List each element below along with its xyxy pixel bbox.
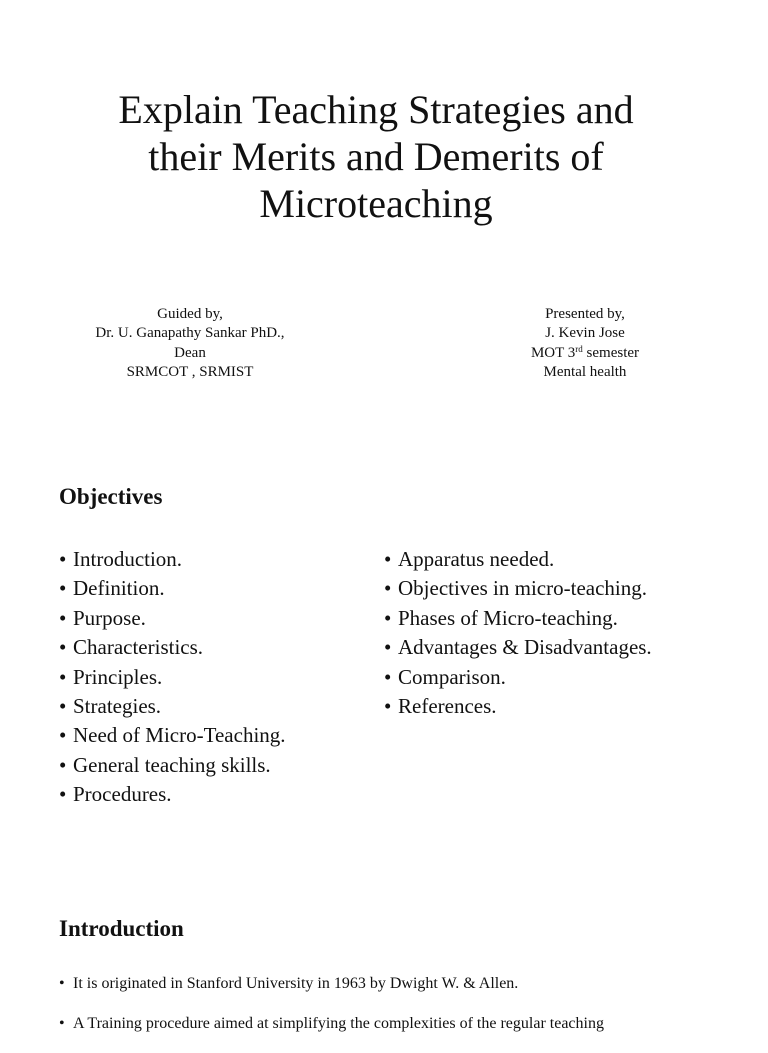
- bullet: •: [59, 547, 67, 571]
- list-item-text: Apparatus needed.: [398, 547, 555, 571]
- list-item: [384, 545, 652, 574]
- list-item: [59, 663, 286, 692]
- list-item: [59, 604, 286, 633]
- bullet: •: [59, 635, 67, 660]
- list-item: [384, 663, 652, 692]
- guided-label: Guided by,: [157, 306, 223, 322]
- list-item: [59, 545, 286, 574]
- presented-label: Presented by,: [545, 306, 625, 322]
- objectives-list-right: [384, 545, 652, 721]
- list-item-text: Purpose.: [73, 605, 146, 630]
- bullet: •: [59, 752, 67, 777]
- list-item: [59, 633, 286, 662]
- list-item: [59, 973, 719, 995]
- objectives-heading: Objectives: [59, 484, 163, 509]
- bullet: •: [384, 664, 392, 689]
- bullet: •: [384, 547, 392, 571]
- list-item: [59, 780, 286, 809]
- list-item-text: Introduction.: [73, 547, 183, 571]
- bullet: •: [384, 635, 392, 660]
- list-item-text: Advantages & Disadvantages.: [398, 635, 652, 660]
- list-item-text: Comparison.: [398, 664, 506, 689]
- list-item: [59, 721, 286, 750]
- bullet: •: [59, 1015, 65, 1032]
- guided-by-block: [60, 305, 320, 382]
- presented-by-block: [480, 305, 690, 382]
- list-item-text: Procedures.: [73, 782, 172, 807]
- objectives-list-left: [59, 545, 286, 810]
- slide-title: [60, 86, 692, 227]
- bullet: •: [59, 782, 67, 807]
- presenter-course: [480, 344, 690, 363]
- list-item-text: It is originated in Stanford University in 1963 by Dwight W. & Allen.: [73, 975, 519, 992]
- presenter-name: J. Kevin Jose: [545, 325, 625, 342]
- list-item-text: Characteristics.: [73, 635, 204, 660]
- list-item-text: Definition.: [73, 576, 165, 601]
- bullet: •: [384, 694, 392, 719]
- guide-institution: SRMCOT , SRMIST: [126, 363, 254, 380]
- bullet: •: [384, 576, 392, 601]
- list-item: [384, 633, 652, 662]
- list-item: [59, 751, 286, 780]
- list-item-text: Need of Micro-Teaching.: [73, 723, 286, 748]
- introduction-list: [59, 973, 719, 1053]
- title-line: Explain Teaching Strategies and: [118, 87, 634, 132]
- ordinal-suffix: rd: [575, 343, 583, 354]
- list-item: [384, 692, 652, 721]
- bullet: •: [59, 723, 67, 748]
- introduction-heading: Introduction: [59, 916, 184, 941]
- bullet: •: [59, 605, 67, 630]
- list-item-text: References.: [398, 694, 497, 719]
- bullet: •: [59, 975, 65, 992]
- guide-designation: Dean: [174, 344, 206, 361]
- list-item-text: A Training procedure aimed at simplifying the complexities of the regular teaching: [73, 1015, 604, 1032]
- presenter-department: Mental health: [543, 363, 627, 380]
- list-item-text: Strategies.: [73, 694, 162, 719]
- list-item: [384, 604, 652, 633]
- list-item: [384, 574, 652, 603]
- bullet: •: [59, 694, 67, 719]
- list-item: [59, 574, 286, 603]
- bullet: •: [384, 605, 392, 630]
- bullet: •: [59, 576, 67, 601]
- guide-name: Dr. U. Ganapathy Sankar PhD.,: [95, 325, 285, 342]
- bullet: •: [59, 664, 67, 689]
- list-item-text: General teaching skills.: [73, 752, 271, 777]
- list-item: [59, 1013, 719, 1035]
- semester-text: semester: [582, 344, 640, 361]
- list-item-text: Phases of Micro-teaching.: [398, 605, 618, 630]
- title-line: Microteaching: [259, 181, 493, 226]
- list-item-text: Objectives in micro-teaching.: [398, 576, 647, 601]
- list-item-text: Principles.: [73, 664, 163, 689]
- title-line: their Merits and Demerits of: [148, 134, 604, 179]
- list-item: [59, 692, 286, 721]
- course-text: MOT 3: [530, 344, 576, 361]
